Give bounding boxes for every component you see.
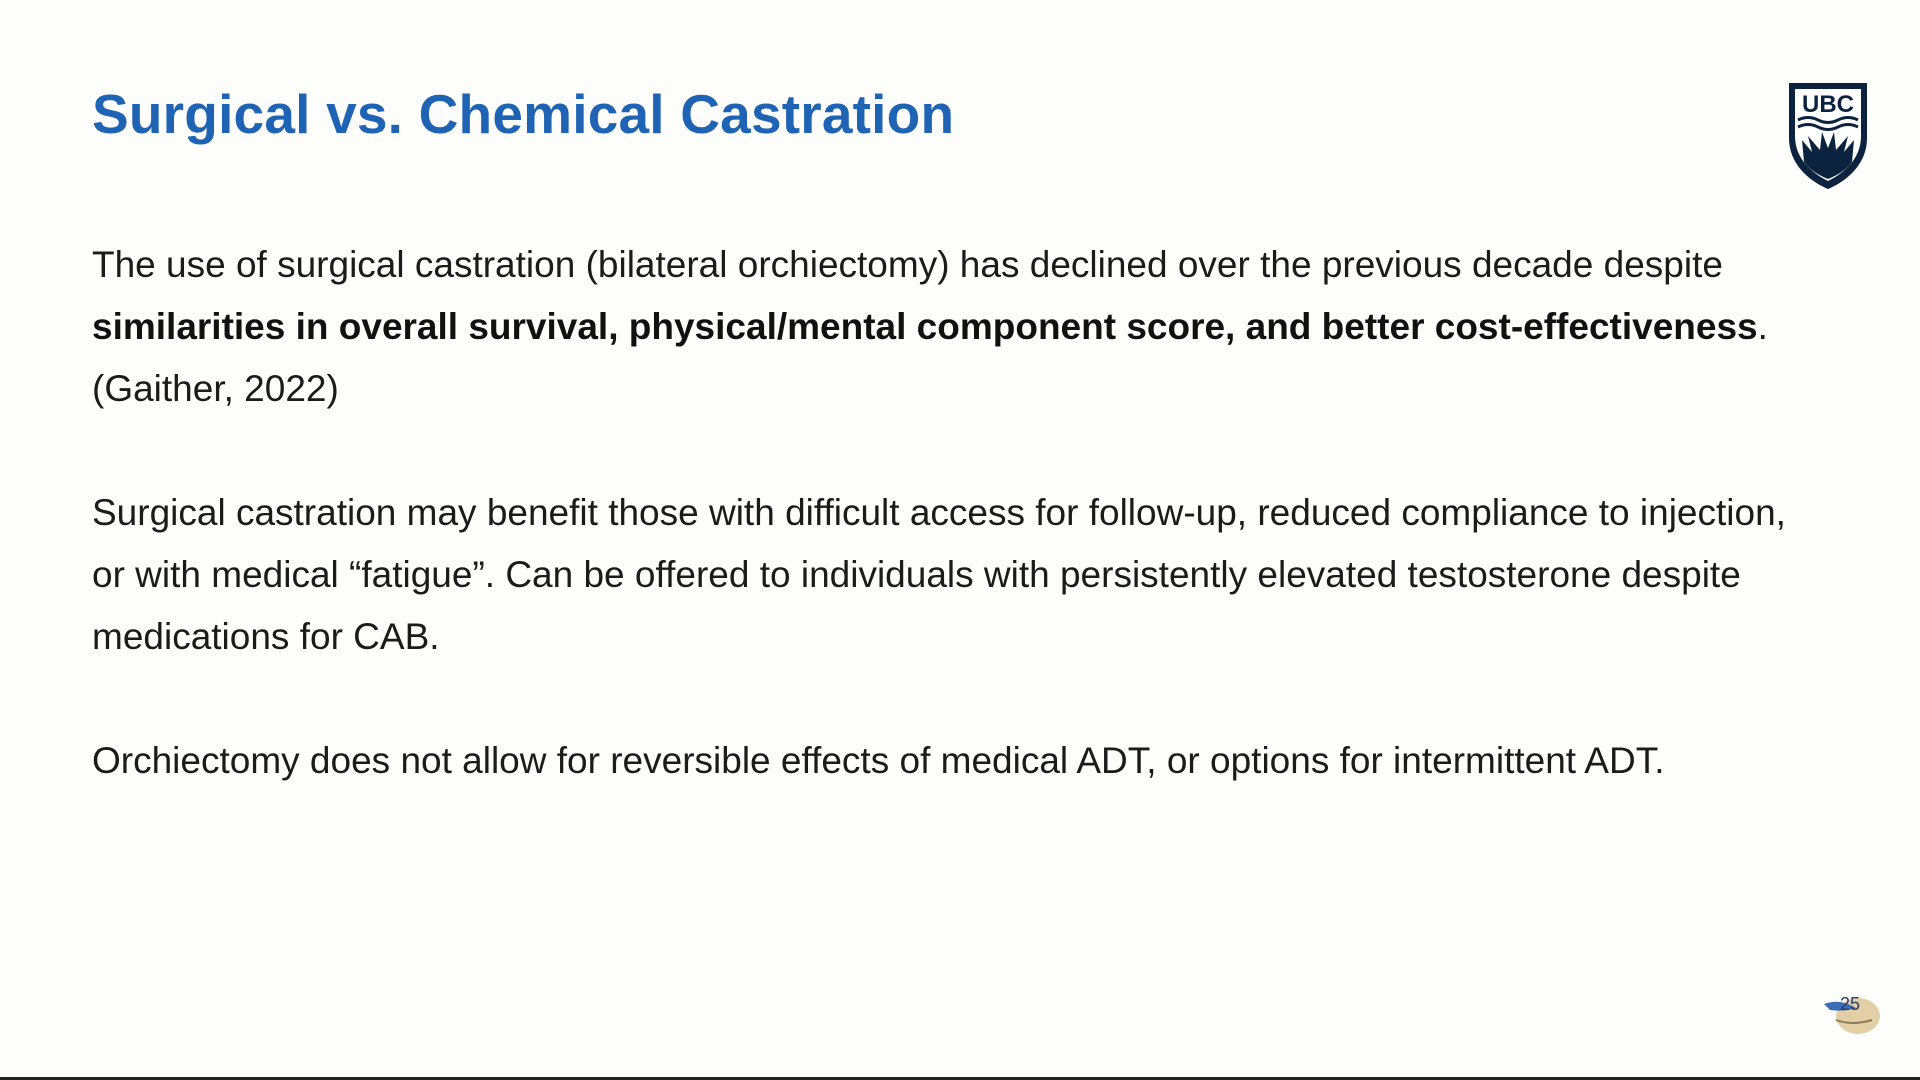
paragraph-1-citation: . (Gaither, 2022) [92, 306, 1768, 409]
paragraph-2-text: Surgical castration may benefit those with difficult access for follow-up, reduced compliance to injection, or with medical “fatigue”. Can be offered to individuals with persistently elevated testosterone despite medications for CAB. [92, 492, 1786, 657]
paragraph-1-bold: similarities in overall survival, physical/mental component score, and better cost-effectiveness [92, 306, 1758, 347]
paragraph-1-text: The use of surgical castration (bilateral orchiectomy) has declined over the previous decade despite [92, 244, 1723, 285]
paragraph-3-text: Orchiectomy does not allow for reversible effects of medical ADT, or options for intermittent ADT. [92, 740, 1665, 781]
paragraph-1 [92, 234, 1812, 420]
slide-body [92, 234, 1812, 854]
paragraph-2 [92, 482, 1812, 668]
ubc-logo [1786, 80, 1870, 190]
page-number: 25 [1840, 994, 1861, 1014]
paragraph-3 [92, 730, 1812, 792]
slide-title: Surgical vs. Chemical Castration [92, 83, 955, 145]
logo-text: UBC [1802, 91, 1854, 118]
